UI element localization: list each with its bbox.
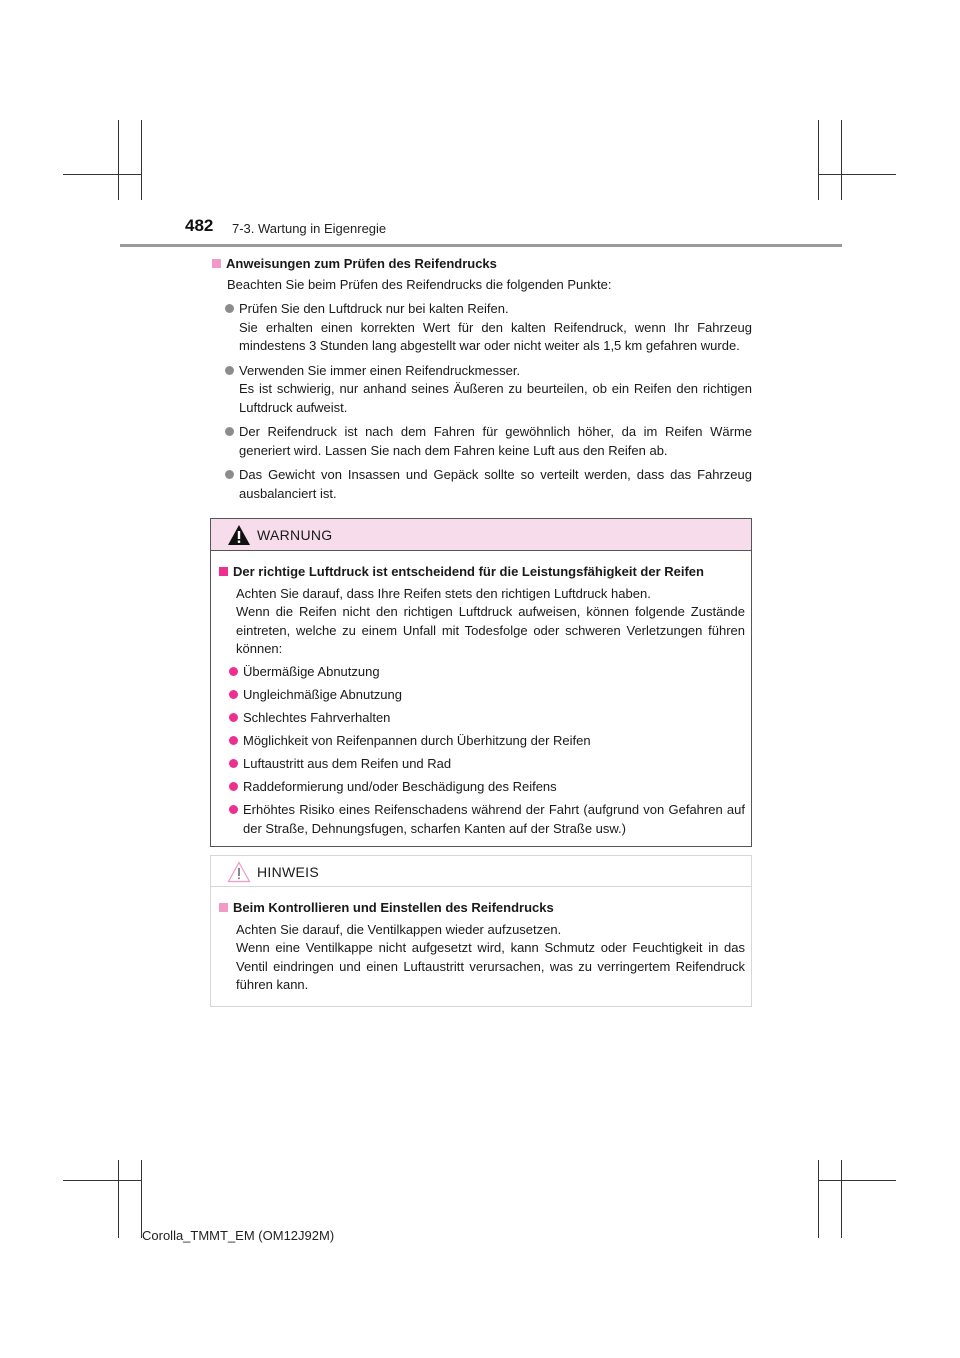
intro-section [212,255,752,503]
bullet-dot-icon [225,366,234,375]
crop-mark [141,120,142,200]
list-item: Der Reifendruck ist nach dem Fahren für gewöhnlich höher, da im Reifen Wärme generiert wird. Lassen Sie nach dem Fahren keine Luft aus den Reifen ab. [239,423,752,460]
crop-mark [118,120,119,200]
notice-text-1: Achten Sie darauf, die Ventilkappen wieder aufzusetzen. [236,921,562,937]
list-item: Ungleichmäßige Abnutzung [243,686,745,705]
square-bullet-icon [219,567,228,576]
bullet-dot-icon [229,736,238,745]
warning-heading: Der richtige Luftdruck ist entscheidend für die Leistungsfähigkeit der Reifen [219,563,745,582]
section-title: 7-3. Wartung in Eigenregie [232,221,387,236]
crop-mark [818,1160,819,1238]
bullet-dot-icon [225,427,234,436]
square-bullet-icon [219,903,228,912]
list-item: Das Gewicht von Insassen und Gepäck sollte so verteilt werden, dass das Fahrzeug ausbalanciert ist. [239,466,752,503]
crop-mark [818,120,819,200]
crop-mark [841,1160,842,1238]
crop-mark [841,120,842,200]
bullet-detail: Sie erhalten einen korrekten Wert für den kalten Reifendruck, wenn Ihr Fahrzeug mindestens 3 Stunden lang abgestellt war oder nicht weiter als 1,5 km gefahren wurde. [239,319,752,353]
bullet-dot-icon [225,304,234,313]
list-item: Übermäßige Abnutzung [243,663,745,682]
notice-title: HINWEIS [257,864,319,880]
bullet-dot-icon [229,782,238,791]
warning-box [210,518,752,847]
warning-title: WARNUNG [257,527,333,543]
bullet-dot-icon [229,667,238,676]
crop-mark [63,1180,141,1181]
intro-heading: Anweisungen zum Prüfen des Reifendrucks [212,255,752,274]
notice-box [210,855,752,1007]
warning-text-2: Wenn die Reifen nicht den richtigen Luftdruck aufweisen, können folgende Zustände eintreten, welche zu einem Unfall mit Todesfolge oder schweren Verletzungen führen können: [236,604,745,656]
list-item: Möglichkeit von Reifenpannen durch Überhitzung der Reifen [243,732,745,751]
bullet-dot-icon [229,690,238,699]
warning-triangle-icon [227,524,251,546]
crop-mark [818,1180,896,1181]
bullet-detail: Es ist schwierig, nur anhand seines Äußeren zu beurteilen, ob ein Reifen den richtigen Luftdruck aufweist. [239,381,752,415]
crop-mark [141,1160,142,1238]
warning-text-1: Achten Sie darauf, dass Ihre Reifen stets den richtigen Luftdruck haben. [236,585,651,601]
notice-header [211,856,751,887]
bullet-dot-icon [229,713,238,722]
warning-header [211,519,751,551]
list-item: Prüfen Sie den Luftdruck nur bei kalten Reifen. Sie erhalten einen korrekten Wert für den kalten Reifendruck, wenn Ihr Fahrzeug mindestens 3 Stunden lang abgestellt war oder nicht weiter als 1,5 km gefahren wurde. [239,300,752,356]
square-bullet-icon [212,259,221,268]
notice-text-2: Wenn eine Ventilkappe nicht aufgesetzt wird, kann Schmutz oder Feuchtigkeit in das Ventil eindringen und einen Luftaustritt verursachen, was zu verringertem Reifendruck führen kann. [236,940,745,992]
list-item: Luftaustritt aus dem Reifen und Rad [243,755,745,774]
document-id: Corolla_TMMT_EM (OM12J92M) [142,1228,335,1243]
crop-mark [118,1160,119,1238]
page-number: 482 [185,216,214,235]
crop-mark [818,174,896,175]
list-item: Verwenden Sie immer einen Reifendruckmesser. Es ist schwierig, nur anhand seines Äußeren zu beurteilen, ob ein Reifen den richtigen Luftdruck aufweist. [239,362,752,418]
list-item: Raddeformierung und/oder Beschädigung des Reifens [243,778,745,797]
list-item: Schlechtes Fahrverhalten [243,709,745,728]
list-item: Erhöhtes Risiko eines Reifenschadens während der Fahrt (aufgrund von Gefahren auf der Straße, Dehnungsfugen, scharfen Kanten auf der Straße usw.) [243,801,745,838]
caution-triangle-icon [227,861,251,883]
header-divider [120,244,842,247]
notice-body [211,887,751,995]
crop-mark [63,174,141,175]
notice-heading: Beim Kontrollieren und Einstellen des Reifendrucks [219,899,745,918]
bullet-dot-icon [225,470,234,479]
bullet-dot-icon [229,805,238,814]
intro-text: Beachten Sie beim Prüfen des Reifendrucks die folgenden Punkte: [227,276,612,292]
warning-body [211,551,751,838]
bullet-dot-icon [229,759,238,768]
